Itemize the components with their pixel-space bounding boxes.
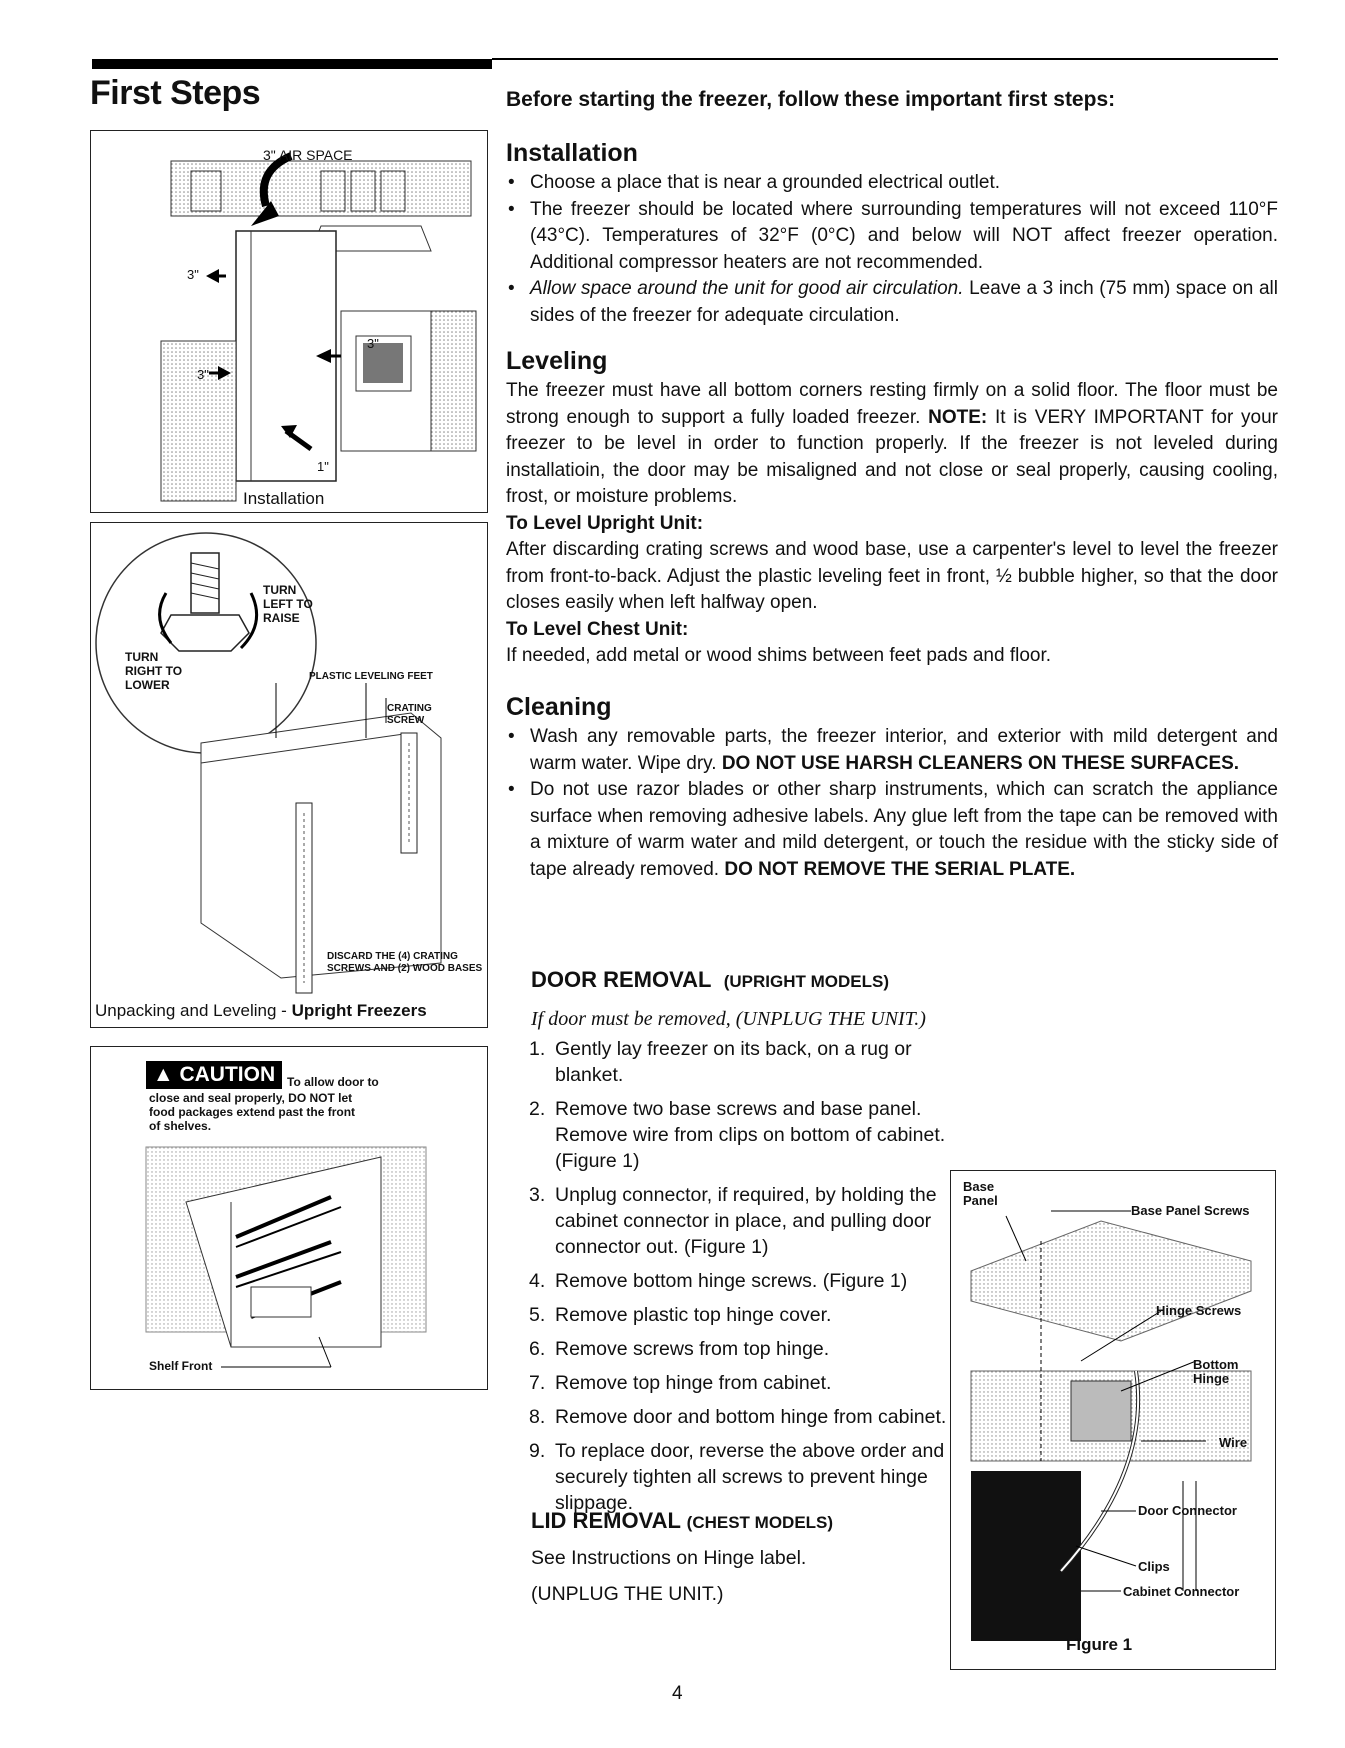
- side-clearance-label: 3": [367, 336, 379, 351]
- upright-heading: To Level Upright Unit:: [506, 512, 704, 534]
- cleaning-bullet-2: [506, 777, 1278, 883]
- caution-text-2: close and seal properly, DO NOT let: [149, 1091, 353, 1105]
- left-clearance-label: 3": [187, 267, 199, 282]
- leveling-caption: [95, 1001, 427, 1021]
- installation-list: [506, 170, 1278, 329]
- door-removal-step: [525, 1302, 955, 1328]
- leveling-text-b: It is VERY IMPORTANT for your freezer to be level in order to function properly. If the freezer is not leveled during installatioin, the door may be misaligned and not close or seal properly, causing cooling, frost, or moisture problems.: [506, 406, 1278, 507]
- step-number: 8.: [529, 1406, 546, 1428]
- installation-bullet-3-italic: Allow space around the unit for good air circulation.: [530, 278, 964, 299]
- installation-caption: Installation: [243, 489, 325, 508]
- header-rule-thin: [492, 58, 1278, 60]
- step-number: 2.: [529, 1098, 546, 1120]
- air-space-label: 3" AIR SPACE: [263, 147, 353, 163]
- figure-1-caption: Figure 1: [1066, 1635, 1133, 1654]
- lid-removal-subtitle: (CHEST MODELS): [686, 1513, 834, 1532]
- intro-heading: Before starting the freezer, follow these important first steps:: [506, 88, 1116, 111]
- leveling-caption-plain: Unpacking and Leveling -: [95, 1001, 292, 1020]
- door-removal-step: [525, 1336, 955, 1362]
- turn-left-label-2: LEFT TO: [263, 597, 313, 611]
- leveling-heading: Leveling: [506, 347, 608, 375]
- shelf-front-label: Shelf Front: [149, 1359, 213, 1373]
- clips-label: Clips: [1138, 1559, 1170, 1574]
- lid-removal-heading: [531, 1508, 833, 1534]
- step-number: 6.: [529, 1338, 546, 1360]
- door-removal-subtitle: (UPRIGHT MODELS): [723, 972, 889, 991]
- installation-heading: Installation: [506, 139, 638, 167]
- turn-right-label-1: TURN: [125, 650, 159, 664]
- installation-bullet-2: • The freezer should be located where surrounding temperatures will not exceed 110°F (43°C). Temperatures of 32°F (0°C) and below will NOT affect freezer operation. Additional compressor heaters are not recommended.: [506, 197, 1278, 277]
- step-text: To replace door, reverse the above order and securely tighten all screws to prevent hinge slippage.: [555, 1440, 945, 1514]
- lid-removal-line-1: See Instructions on Hinge label.: [531, 1547, 807, 1569]
- door-removal-note: If door must be removed, (UNPLUG THE UNIT.): [531, 1008, 926, 1030]
- bottom-clearance-label: 1": [317, 459, 329, 474]
- door-removal-step: [525, 1036, 955, 1088]
- hinge-screws-label: Hinge Screws: [1156, 1303, 1242, 1318]
- door-removal-step: [525, 1438, 955, 1516]
- discard-label-1: DISCARD THE (4) CRATING: [327, 951, 458, 962]
- step-text: Remove door and bottom hinge from cabinet.: [555, 1406, 947, 1428]
- step-number: 7.: [529, 1372, 546, 1394]
- base-panel-label-1: Base: [963, 1179, 995, 1194]
- turn-right-label-3: LOWER: [125, 678, 170, 692]
- installation-bullet-3: [506, 276, 1278, 329]
- step-number: 1.: [529, 1038, 546, 1060]
- lid-removal-line-2: (UNPLUG THE UNIT.): [531, 1583, 724, 1605]
- installation-section: [506, 138, 1278, 329]
- leveling-section: [506, 346, 1278, 670]
- turn-left-label-1: TURN: [263, 583, 297, 597]
- cleaning-section: [506, 692, 1278, 883]
- cleaning-heading: Cleaning: [506, 693, 612, 721]
- cabinet-connector-label: Cabinet Connector: [1123, 1584, 1240, 1599]
- cleaning-bullet-2-text: Do not use razor blades or other sharp instruments, which can scratch the appliance surface when removing adhesive labels. Any glue left from the tape can be removed with a mixture of warm water and mild detergent, or touch the residue with the sticky side of tape already removed.: [530, 779, 1278, 880]
- crating-screw-label-1: CRATING: [387, 703, 432, 714]
- step-number: 5.: [529, 1304, 546, 1326]
- figure-1: [950, 1170, 1276, 1670]
- leveling-caption-bold: Upright Freezers: [291, 1001, 427, 1020]
- caution-text-1: To allow door to: [287, 1075, 379, 1089]
- chest-heading: To Level Chest Unit:: [506, 618, 689, 640]
- door-connector-label: Door Connector: [1138, 1503, 1237, 1518]
- bottom-hinge-label-2: Hinge: [1193, 1371, 1230, 1386]
- chest-text: If needed, add metal or wood shims between feet pads and floor.: [506, 645, 1052, 666]
- step-text: Remove plastic top hinge cover.: [555, 1304, 832, 1326]
- caution-text-3: food packages extend past the front: [149, 1105, 356, 1119]
- step-number: 9.: [529, 1440, 546, 1462]
- base-panel-label-2: Panel: [963, 1193, 998, 1208]
- step-text: Remove screws from top hinge.: [555, 1338, 830, 1360]
- installation-illustration: [91, 131, 487, 512]
- step-number: 4.: [529, 1270, 546, 1292]
- leveling-paragraph: [506, 378, 1278, 511]
- door-removal-step: [525, 1096, 955, 1174]
- cleaning-bullet-1-bold: DO NOT USE HARSH CLEANERS ON THESE SURFACES.: [721, 752, 1240, 774]
- turn-right-label-2: RIGHT TO: [125, 664, 183, 678]
- discard-label-2: SCREWS AND (2) WOOD BASES: [327, 963, 483, 974]
- header-rule-thick: [92, 59, 492, 69]
- cleaning-bullet-1: [506, 724, 1278, 777]
- caution-badge-text: CAUTION: [179, 1063, 276, 1086]
- crating-screw-label-2: SCREW: [387, 715, 425, 726]
- door-removal-title: DOOR REMOVAL: [531, 967, 712, 992]
- step-text: Remove bottom hinge screws. (Figure 1): [555, 1270, 908, 1292]
- door-removal-steps: [525, 1036, 955, 1524]
- caution-figure: [90, 1046, 488, 1390]
- leveling-note: NOTE:: [928, 406, 988, 428]
- step-number: 3.: [529, 1184, 546, 1206]
- bottom-hinge-label-1: Bottom: [1193, 1357, 1239, 1372]
- installation-figure: [90, 130, 488, 513]
- door-removal-step: [525, 1404, 955, 1430]
- step-text: Remove two base screws and base panel. Remove wire from clips on bottom of cabinet. (Figure 1): [555, 1098, 946, 1172]
- installation-bullet-1: • Choose a place that is near a grounded electrical outlet.: [506, 170, 1278, 197]
- lid-removal-title: LID REMOVAL: [531, 1508, 681, 1533]
- upright-text: After discarding crating screws and wood base, use a carpenter's level to level the freezer from front-to-back. Adjust the plastic leveling feet in front, ½ bubble higher, so that the door closes easily when left halfway open.: [506, 539, 1278, 613]
- step-text: Remove top hinge from cabinet.: [555, 1372, 832, 1394]
- base-panel-screws-label: Base Panel Screws: [1131, 1203, 1250, 1218]
- caution-badge: ▲ CAUTION: [146, 1061, 282, 1089]
- step-text: Gently lay freezer on its back, on a rug or blanket.: [555, 1038, 912, 1086]
- back-clearance-label: 3": [197, 367, 209, 382]
- door-removal-step: [525, 1182, 955, 1260]
- door-removal-step: [525, 1268, 955, 1294]
- cleaning-bullet-1-text: Wash any removable parts, the freezer interior, and exterior with mild detergent and warm water. Wipe dry.: [530, 726, 1278, 774]
- leveling-text-a: The freezer must have all bottom corners resting firmly on a solid floor. The floor must be strong enough to support a fully loaded freezer.: [506, 380, 1278, 428]
- door-removal-heading: [531, 967, 889, 993]
- turn-left-label-3: RAISE: [263, 611, 300, 625]
- caution-text-4: of shelves.: [149, 1119, 212, 1133]
- cleaning-list: [506, 724, 1278, 883]
- installation-bullet-3-rest: Leave a 3 inch (75 mm) space on all sides of the freezer for adequate circulation.: [530, 278, 1278, 326]
- leveling-figure: [90, 522, 488, 1028]
- step-text: Unplug connector, if required, by holding the cabinet connector in place, and pulling door connector out. (Figure 1): [555, 1184, 937, 1258]
- page-title: First Steps: [90, 74, 261, 112]
- door-removal-step: [525, 1370, 955, 1396]
- page-number: 4: [672, 1683, 683, 1704]
- cleaning-bullet-2-bold: DO NOT REMOVE THE SERIAL PLATE.: [724, 858, 1076, 880]
- wire-label: Wire: [1219, 1435, 1248, 1450]
- leveling-feet-label: PLASTIC LEVELING FEET: [309, 671, 433, 682]
